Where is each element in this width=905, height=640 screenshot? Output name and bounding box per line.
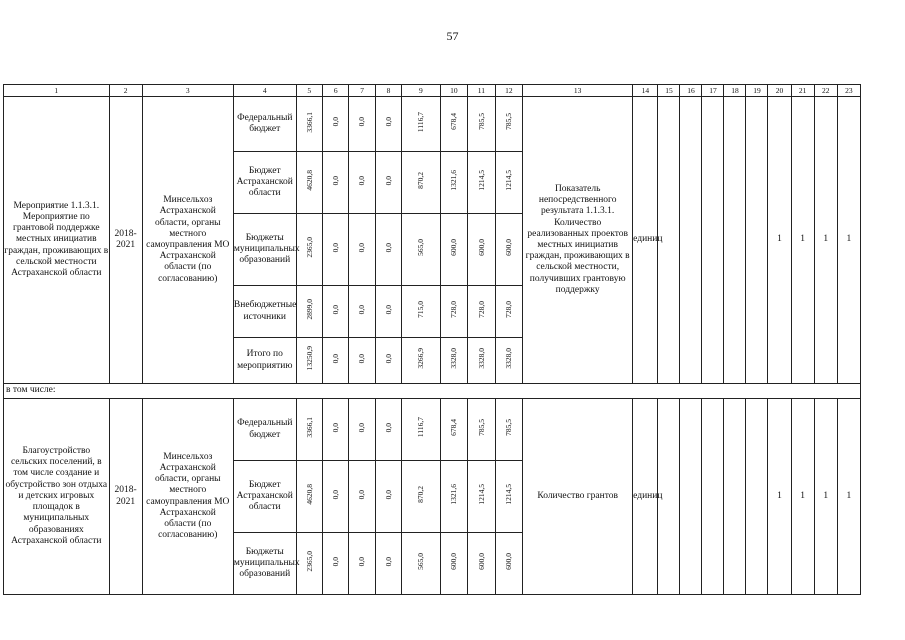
program-table	[3, 84, 861, 595]
funding-value-text: 0,0	[330, 117, 340, 127]
funding-value-text: 1321,6	[449, 484, 459, 505]
including-label: в том числе:	[4, 384, 861, 399]
target-value: 1	[768, 399, 791, 595]
block1-unit: единиц	[633, 97, 658, 384]
funding-value-text: 0,0	[383, 422, 393, 433]
funding-value	[440, 286, 468, 338]
funding-value	[440, 152, 468, 214]
column-header: 4	[233, 85, 296, 97]
funding-value	[440, 97, 468, 152]
funding-value-text: 600,0	[449, 552, 459, 570]
funding-source: Бюджеты муниципальных образований	[233, 533, 296, 595]
block2-event: Благоустройство сельских поселений, в том числе создание и обустройство зон отдыха и детских игровых площадок в муниципальных образованиях Астраханской области	[4, 399, 110, 595]
column-header: 23	[837, 85, 860, 97]
funding-value	[468, 286, 496, 338]
block1-indicator: Показатель непосредственного результата 1.1.3.1. Количество реализованных проектов местных инициатив граждан, проживающих в сельской местности, получивших грантовую поддержку	[523, 97, 633, 384]
empty-cell	[680, 97, 702, 384]
empty-cell	[724, 97, 746, 384]
funding-value-text: 0,0	[330, 556, 340, 567]
funding-value-text: 0,0	[357, 117, 367, 127]
block2-executor: Минсельхоз Астраханской области, органы местного самоуправления МО Астраханской области (по согласованию)	[142, 399, 233, 595]
funding-value-text: 13250,9	[304, 346, 314, 371]
funding-value	[349, 533, 375, 595]
funding-value-text: 0,0	[383, 489, 393, 500]
block2-unit: единиц	[633, 399, 658, 595]
funding-value	[323, 286, 349, 338]
funding-value-text: 715,0	[416, 300, 426, 318]
funding-value-text: 0,0	[383, 304, 393, 315]
funding-value-text: 785,5	[504, 113, 514, 131]
funding-value	[296, 97, 322, 152]
funding-value-text: 1214,5	[504, 484, 514, 505]
funding-value-text: 1214,5	[476, 484, 486, 505]
funding-value-text: 0,0	[330, 304, 340, 315]
column-header: 20	[768, 85, 791, 97]
funding-value	[349, 399, 375, 461]
funding-value	[468, 461, 496, 533]
funding-value-text: 678,4	[449, 113, 459, 131]
column-header: 3	[142, 85, 233, 97]
funding-value	[323, 399, 349, 461]
funding-value	[323, 533, 349, 595]
target-value: 1	[837, 399, 860, 595]
funding-source: Внебюджетные источники	[233, 286, 296, 338]
funding-value-text: 1214,5	[504, 170, 514, 191]
funding-value	[468, 533, 496, 595]
target-value: 1	[768, 97, 791, 384]
funding-value-text: 3366,1	[304, 417, 314, 438]
funding-value-text: 3328,0	[449, 348, 459, 369]
funding-value	[296, 214, 322, 286]
block1-period: 2018-2021	[109, 97, 142, 384]
funding-value-text: 0,0	[357, 304, 367, 315]
funding-value-text: 600,0	[504, 238, 514, 256]
funding-value	[440, 533, 468, 595]
funding-source: Итого по мероприятию	[233, 338, 296, 384]
funding-value	[440, 461, 468, 533]
empty-cell	[746, 97, 768, 384]
column-header: 15	[658, 85, 680, 97]
block2-period: 2018-2021	[109, 399, 142, 595]
funding-value	[402, 97, 441, 152]
table-row	[4, 399, 861, 461]
funding-value-text: 565,0	[416, 238, 426, 256]
funding-value	[440, 399, 468, 461]
funding-value-text: 0,0	[330, 175, 340, 186]
funding-value	[495, 214, 523, 286]
funding-value	[402, 152, 441, 214]
funding-value-text: 0,0	[330, 422, 340, 433]
funding-value	[495, 461, 523, 533]
column-header: 6	[323, 85, 349, 97]
funding-value	[296, 338, 322, 384]
column-header: 17	[702, 85, 724, 97]
funding-value-text: 0,0	[330, 489, 340, 500]
funding-value	[402, 533, 441, 595]
funding-value	[375, 461, 401, 533]
funding-value-text: 1321,6	[449, 170, 459, 191]
including-row	[4, 384, 861, 399]
funding-value	[323, 461, 349, 533]
funding-value	[323, 152, 349, 214]
funding-value	[495, 97, 523, 152]
funding-value-text: 565,0	[416, 552, 426, 570]
empty-cell	[746, 399, 768, 595]
funding-value-text: 0,0	[357, 489, 367, 500]
funding-value	[349, 214, 375, 286]
funding-value-text: 0,0	[357, 422, 367, 433]
funding-value-text: 2899,0	[304, 299, 314, 320]
funding-value	[296, 461, 322, 533]
funding-value	[375, 533, 401, 595]
funding-value	[375, 214, 401, 286]
page-number: 57	[446, 29, 459, 43]
funding-value	[349, 97, 375, 152]
target-value: 1	[814, 399, 837, 595]
column-header: 7	[349, 85, 375, 97]
target-value: 1	[791, 97, 814, 384]
funding-value-text: 3328,0	[504, 348, 514, 369]
funding-source: Бюджеты муниципальных образований	[233, 214, 296, 286]
funding-value	[402, 214, 441, 286]
column-header: 19	[746, 85, 768, 97]
funding-value	[375, 286, 401, 338]
funding-value	[323, 338, 349, 384]
funding-value-text: 2365,0	[304, 237, 314, 258]
column-header: 14	[633, 85, 658, 97]
funding-value-text: 0,0	[357, 556, 367, 567]
funding-value-text: 1116,7	[416, 111, 426, 132]
funding-value-text: 0,0	[357, 353, 367, 364]
funding-value-text: 0,0	[383, 117, 393, 127]
funding-value-text: 785,5	[504, 418, 514, 436]
funding-value-text: 1116,7	[416, 417, 426, 438]
funding-value	[468, 338, 496, 384]
funding-source: Федеральный бюджет	[233, 97, 296, 152]
column-header: 5	[296, 85, 322, 97]
target-value: 1	[791, 399, 814, 595]
funding-value	[349, 286, 375, 338]
funding-value-text: 0,0	[383, 242, 393, 253]
funding-value-text: 728,0	[476, 300, 486, 318]
funding-value-text: 600,0	[476, 552, 486, 570]
funding-value-text: 0,0	[383, 175, 393, 186]
funding-value-text: 0,0	[330, 242, 340, 253]
funding-value-text: 870,2	[416, 485, 426, 503]
funding-value-text: 785,5	[476, 113, 486, 131]
column-header: 11	[468, 85, 496, 97]
funding-value-text: 600,0	[449, 238, 459, 256]
column-header: 8	[375, 85, 401, 97]
column-header: 2	[109, 85, 142, 97]
funding-value-text: 0,0	[383, 556, 393, 567]
funding-value	[468, 97, 496, 152]
funding-value	[375, 399, 401, 461]
funding-value	[375, 338, 401, 384]
funding-value	[323, 214, 349, 286]
funding-value-text: 600,0	[504, 552, 514, 570]
funding-value-text: 0,0	[383, 353, 393, 364]
funding-value	[349, 461, 375, 533]
funding-value	[296, 533, 322, 595]
funding-value-text: 870,2	[416, 171, 426, 189]
column-header: 13	[523, 85, 633, 97]
funding-value	[495, 533, 523, 595]
empty-cell	[680, 399, 702, 595]
funding-value-text: 3366,1	[304, 111, 314, 133]
block2-indicator: Количество грантов	[523, 399, 633, 595]
funding-value-text: 4620,8	[304, 484, 314, 505]
funding-value	[349, 152, 375, 214]
funding-source: Бюджет Астраханской области	[233, 152, 296, 214]
funding-value-text: 600,0	[476, 238, 486, 256]
funding-value	[468, 152, 496, 214]
funding-value	[440, 214, 468, 286]
column-header: 21	[791, 85, 814, 97]
empty-cell	[702, 97, 724, 384]
empty-cell	[724, 399, 746, 595]
funding-value-text: 2365,0	[304, 551, 314, 572]
funding-value	[402, 286, 441, 338]
column-header: 10	[440, 85, 468, 97]
funding-source: Бюджет Астраханской области	[233, 461, 296, 533]
funding-value-text: 0,0	[357, 175, 367, 186]
funding-value	[296, 152, 322, 214]
funding-value	[349, 338, 375, 384]
funding-value	[468, 214, 496, 286]
column-header: 18	[724, 85, 746, 97]
funding-value	[402, 461, 441, 533]
funding-value-text: 0,0	[357, 242, 367, 253]
funding-value	[468, 399, 496, 461]
funding-value	[323, 97, 349, 152]
funding-source: Федеральный бюджет	[233, 399, 296, 461]
target-value: 1	[814, 97, 837, 384]
block1-event: Мероприятие 1.1.3.1. Мероприятие по грантовой поддержке местных инициатив граждан, проживающих в сельской местности Астраханской области	[4, 97, 110, 384]
funding-value	[495, 338, 523, 384]
header-row	[4, 85, 861, 97]
column-header: 12	[495, 85, 523, 97]
funding-value-text: 728,0	[449, 300, 459, 318]
funding-value	[375, 97, 401, 152]
funding-value	[495, 399, 523, 461]
funding-value-text: 3328,0	[476, 348, 486, 369]
column-header: 1	[4, 85, 110, 97]
column-header: 9	[402, 85, 441, 97]
funding-value-text: 678,4	[449, 418, 459, 436]
funding-value	[495, 286, 523, 338]
funding-value	[375, 152, 401, 214]
funding-value	[402, 338, 441, 384]
funding-value	[495, 152, 523, 214]
funding-value	[402, 399, 441, 461]
block1-executor: Минсельхоз Астраханской области, органы местного самоуправления МО Астраханской области (по согласованию)	[142, 97, 233, 384]
funding-value-text: 4620,8	[304, 170, 314, 191]
funding-value-text: 785,5	[476, 418, 486, 436]
empty-cell	[702, 399, 724, 595]
column-header: 16	[680, 85, 702, 97]
funding-value-text: 1214,5	[476, 170, 486, 191]
column-header: 22	[814, 85, 837, 97]
funding-value	[296, 286, 322, 338]
funding-value-text: 3266,9	[416, 348, 426, 369]
funding-value	[440, 338, 468, 384]
funding-value-text: 728,0	[504, 300, 514, 318]
table-row	[4, 97, 861, 152]
funding-value	[296, 399, 322, 461]
target-value: 1	[837, 97, 860, 384]
funding-value-text: 0,0	[330, 353, 340, 364]
